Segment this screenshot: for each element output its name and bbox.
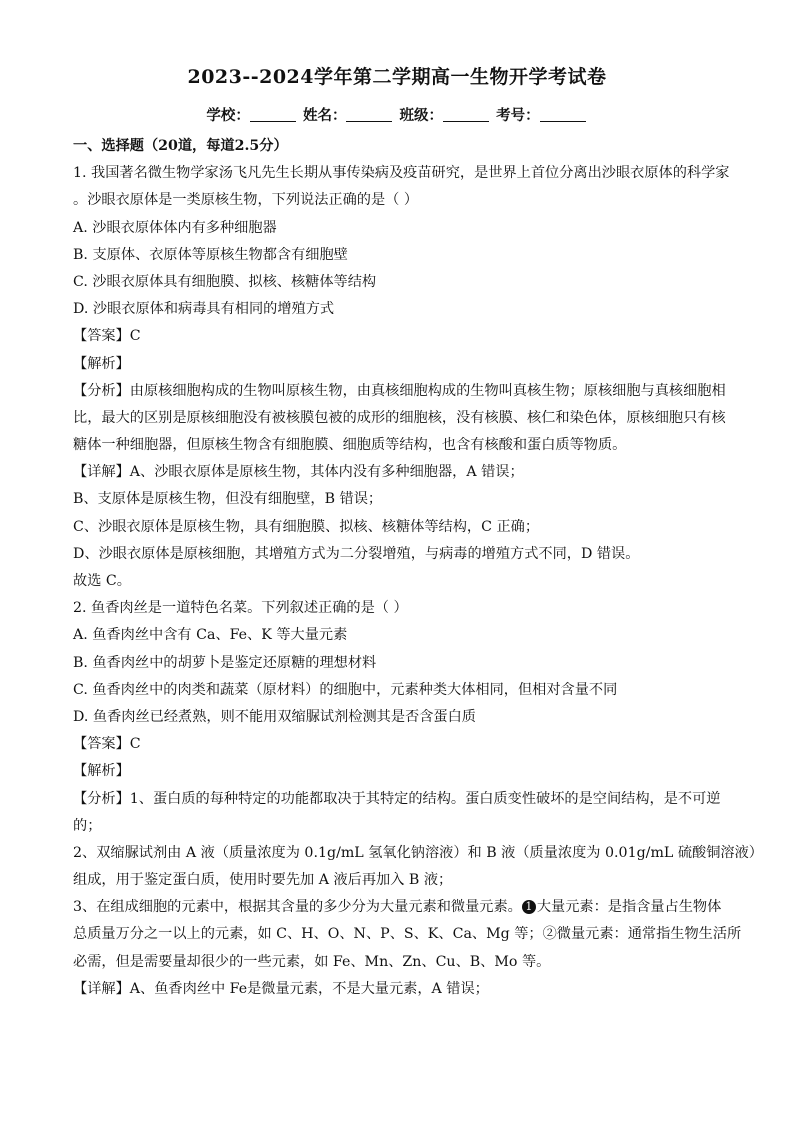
exam-number-label: 考号： <box>496 107 540 124</box>
q1-explain-tag: 【解析】 <box>73 355 130 372</box>
name-blank <box>346 107 392 122</box>
q2-analysis-line-1 <box>73 786 723 813</box>
section-heading: 一、选择题（20道，每道2.5分） <box>73 138 288 154</box>
q2-analysis-line-2: 的； <box>73 817 102 834</box>
q1-stem-line-1: 1. 我国著名微生物学家汤飞凡先生长期从事传染病及疫苗研究，是世界上首位分离出沙眼衣原体的科学家 <box>73 165 730 182</box>
detail-tag: 【详解】 <box>73 464 130 481</box>
name-label: 姓名： <box>302 107 347 124</box>
class-label: 班级： <box>399 107 444 124</box>
q2-option-d: D. 鱼香肉丝已经煮熟，则不能用双缩脲试剂检测其是否含蛋白质 <box>73 708 476 725</box>
q1-option-d: D. 沙眼衣原体和病毒具有相同的增殖方式 <box>73 301 335 318</box>
q1-analysis-line-3: 糖体一种细胞器，但原核生物含有细胞膜、细胞质等结构，也含有核酸和蛋白质等物质。 <box>73 437 627 454</box>
q2-option-a: A. 鱼香肉丝中含有 Ca、Fe、K 等大量元素 <box>73 627 348 644</box>
analysis-tag: 【分析】 <box>73 790 130 807</box>
answer-tag: 【答案】 <box>73 736 130 753</box>
q1-analysis-line-1 <box>73 378 726 405</box>
q2-detail-a <box>73 976 723 1003</box>
q2-option-b: B. 鱼香肉丝中的胡萝卜是鉴定还原糖的理想材料 <box>73 654 377 671</box>
q1-detail-d: D、沙眼衣原体是原核细胞，其增殖方式为二分裂增殖，与病毒的增殖方式不同，D 错误。 <box>73 545 640 562</box>
q2-stem: 2. 鱼香肉丝是一道特色名菜。下列叙述正确的是（ ） <box>73 600 408 617</box>
exam-content <box>73 133 763 1003</box>
q1-conclusion: 故选 C。 <box>73 573 131 589</box>
page-title: 2023--2024学年第二学期高一生物开学考试卷 <box>187 66 607 88</box>
q2-answer <box>73 731 723 758</box>
q1-option-a: A. 沙眼衣原体体内有多种细胞器 <box>73 219 277 236</box>
q2-point3-line-1 <box>73 894 723 921</box>
detail-tag: 【详解】 <box>73 980 130 997</box>
analysis-tag: 【分析】 <box>73 382 130 399</box>
answer-tag: 【答案】 <box>73 328 130 345</box>
circled-number-one-icon: 1 <box>522 900 536 914</box>
exam-number-blank <box>540 107 586 122</box>
point3-text-a: 3、在组成细胞的元素中，根据其含量的多少分为大量元素和微量元素。 <box>73 899 522 916</box>
q1-stem-line-2: 。沙眼衣原体是一类原核生物，下列说法正确的是（ ） <box>73 192 419 209</box>
q2-point2-line-2: 组成，用于鉴定蛋白质，使用时要先加 A 液后再加入 B 液； <box>73 872 453 889</box>
q1-detail-a <box>73 459 723 486</box>
q2-option-c: C. 鱼香肉丝中的肉类和蔬菜（原材料）的细胞中，元素种类大体相同，但相对含量不同 <box>73 681 618 698</box>
answer-value: C <box>129 736 141 753</box>
q1-detail-b: B、支原体是原核生物，但没有细胞壁，B 错误； <box>73 491 383 508</box>
student-info-line <box>0 104 794 125</box>
q1-analysis-line-2: 比，最大的区别是原核细胞没有被核膜包被的成形的细胞核，没有核膜、核仁和染色体，原核细胞只有核 <box>73 409 726 426</box>
analysis-text: 1、蛋白质的每种特定的功能都取决于其特定的结构。蛋白质变性破坏的是空间结构，是不可逆 <box>129 790 721 807</box>
q2-explain-tag: 【解析】 <box>73 763 130 780</box>
q1-option-b: B. 支原体、衣原体等原核生物都含有细胞壁 <box>73 246 348 263</box>
school-label: 学校： <box>206 107 250 124</box>
q2-point3-line-3: 必需，但是需要量却很少的一些元素，如 Fe、Mn、Zn、Cu、B、Mo 等。 <box>73 953 551 970</box>
answer-value: C <box>129 328 141 345</box>
q1-detail-c: C、沙眼衣原体是原核生物，具有细胞膜、拟核、核糖体等结构，C 正确； <box>73 518 540 535</box>
q2-point2-line-1: 2、双缩脲试剂由 A 液（质量浓度为 0.1g/mL 氢氧化钠溶液）和 B 液（质量浓度为 0.01g/mL 硫酸铜溶液） <box>73 844 763 861</box>
q1-option-c: C. 沙眼衣原体具有细胞膜、拟核、核糖体等结构 <box>73 273 377 290</box>
class-blank <box>443 107 489 122</box>
school-blank <box>250 107 296 122</box>
q2-point3-line-2: 总质量万分之一以上的元素，如 C、H、O、N、P、S、K、Ca、Mg 等；②微量元素：通常指生物生活所 <box>73 926 742 943</box>
q1-answer <box>73 323 723 350</box>
detail-text: A、鱼香肉丝中 Fe是微量元素，不是大量元素，A 错误； <box>129 980 489 997</box>
analysis-text: 由原核细胞构成的生物叫原核生物，由真核细胞构成的生物叫真核生物；原核细胞与真核细胞相 <box>129 382 726 399</box>
detail-text: A、沙眼衣原体是原核生物，其体内没有多种细胞器，A 错误； <box>129 464 524 481</box>
point3-text-b: 大量元素：是指含量占生物体 <box>536 899 722 916</box>
